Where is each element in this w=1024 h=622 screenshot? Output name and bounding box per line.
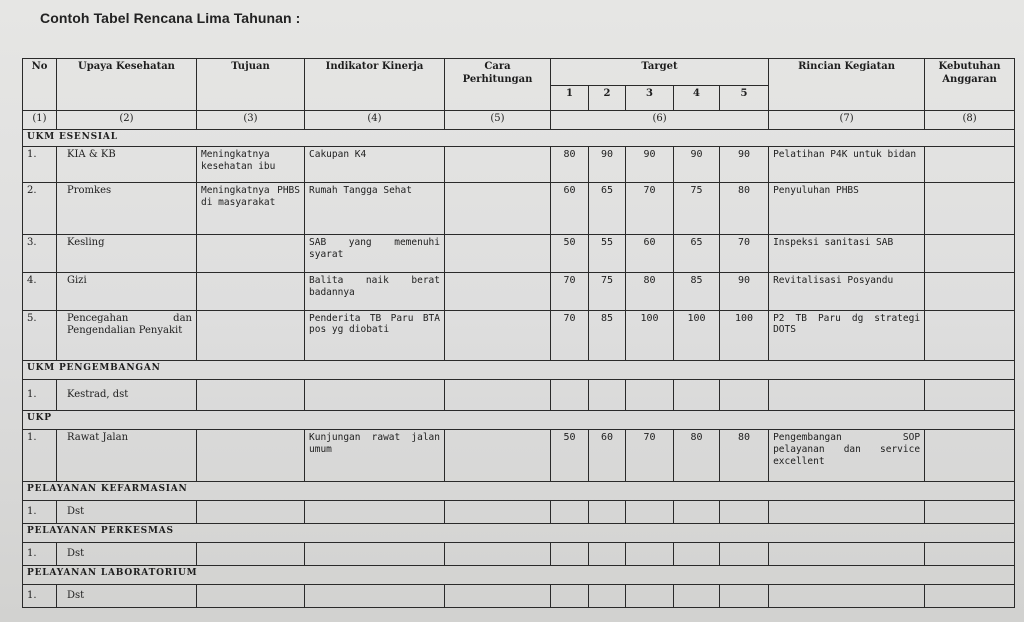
cara-cell xyxy=(445,147,551,183)
table-row xyxy=(23,235,1015,273)
table-row xyxy=(23,379,1015,410)
upaya-cell: Pencegahan dan Pengendalian Penyakit xyxy=(57,310,197,360)
cara-cell xyxy=(445,379,551,410)
header-year-5: 5 xyxy=(720,86,769,111)
indikator-cell: Balita naik berat badannya xyxy=(305,272,445,310)
target-cell: 75 xyxy=(589,272,626,310)
target-cell xyxy=(674,501,720,524)
upaya-cell: Promkes xyxy=(57,182,197,234)
target-cell xyxy=(551,542,589,565)
target-cell: 90 xyxy=(720,272,769,310)
anggaran-cell xyxy=(925,429,1015,481)
cara-cell xyxy=(445,182,551,234)
table-row xyxy=(23,272,1015,310)
target-cell xyxy=(551,379,589,410)
rincian-cell xyxy=(769,542,925,565)
target-cell: 55 xyxy=(589,235,626,273)
row-number: 5. xyxy=(23,310,57,360)
cara-cell xyxy=(445,501,551,524)
anggaran-cell xyxy=(925,584,1015,607)
target-cell xyxy=(589,501,626,524)
col-number-6: (6) xyxy=(551,111,769,130)
target-cell: 80 xyxy=(720,182,769,234)
target-cell: 80 xyxy=(551,147,589,183)
target-cell xyxy=(551,584,589,607)
cara-cell xyxy=(445,542,551,565)
target-cell: 90 xyxy=(674,147,720,183)
target-cell: 85 xyxy=(589,310,626,360)
header-kebutuhan-anggaran: Kebutuhan Anggaran xyxy=(925,59,1015,111)
target-cell xyxy=(589,584,626,607)
upaya-cell: Gizi xyxy=(57,272,197,310)
col-number-8: (8) xyxy=(925,111,1015,130)
row-number: 1. xyxy=(23,584,57,607)
row-number: 1. xyxy=(23,501,57,524)
document-title: Contoh Tabel Rencana Lima Tahunan : xyxy=(40,10,301,26)
indikator-cell xyxy=(305,542,445,565)
target-cell xyxy=(626,379,674,410)
target-cell: 50 xyxy=(551,429,589,481)
anggaran-cell xyxy=(925,501,1015,524)
header-year-4: 4 xyxy=(674,86,720,111)
target-cell: 60 xyxy=(551,182,589,234)
section-pelayanan-laboratorium: PELAYANAN LABORATORIUM xyxy=(23,566,1015,585)
header-tujuan: Tujuan xyxy=(197,59,305,111)
header-indikator-kinerja: Indikator Kinerja xyxy=(305,59,445,111)
tujuan-cell xyxy=(197,272,305,310)
anggaran-cell xyxy=(925,379,1015,410)
section-ukp: UKP xyxy=(23,411,1015,430)
rincian-cell: Pengembangan SOP pelayanan dan service excellent xyxy=(769,429,925,481)
indikator-cell: Cakupan K4 xyxy=(305,147,445,183)
target-cell: 90 xyxy=(720,147,769,183)
target-cell xyxy=(626,542,674,565)
row-number: 1. xyxy=(23,379,57,410)
target-cell: 70 xyxy=(626,182,674,234)
indikator-cell: SAB yang memenuhi syarat xyxy=(305,235,445,273)
table-row xyxy=(23,584,1015,607)
tujuan-cell xyxy=(197,429,305,481)
table-row xyxy=(23,310,1015,360)
target-cell xyxy=(626,501,674,524)
target-cell xyxy=(720,501,769,524)
tujuan-cell xyxy=(197,379,305,410)
upaya-cell: KIA & KB xyxy=(57,147,197,183)
tujuan-cell xyxy=(197,310,305,360)
section-pelayanan-perkesmas: PELAYANAN PERKESMAS xyxy=(23,524,1015,543)
cara-cell xyxy=(445,272,551,310)
anggaran-cell xyxy=(925,235,1015,273)
header-target: Target xyxy=(551,59,769,86)
col-number-4: (4) xyxy=(305,111,445,130)
cara-cell xyxy=(445,429,551,481)
tujuan-cell xyxy=(197,235,305,273)
upaya-cell: Kesling xyxy=(57,235,197,273)
five-year-plan-table xyxy=(22,58,1015,608)
target-cell: 60 xyxy=(626,235,674,273)
target-cell: 90 xyxy=(626,147,674,183)
header-upaya-kesehatan: Upaya Kesehatan xyxy=(57,59,197,111)
section-ukm-pengembangan: UKM PENGEMBANGAN xyxy=(23,360,1015,379)
row-number: 3. xyxy=(23,235,57,273)
upaya-cell: Dst xyxy=(57,584,197,607)
upaya-cell: Kestrad, dst xyxy=(57,379,197,410)
target-cell: 100 xyxy=(674,310,720,360)
rincian-cell xyxy=(769,584,925,607)
row-number: 4. xyxy=(23,272,57,310)
target-cell: 70 xyxy=(551,310,589,360)
target-cell xyxy=(720,584,769,607)
table-row xyxy=(23,182,1015,234)
anggaran-cell xyxy=(925,542,1015,565)
anggaran-cell xyxy=(925,147,1015,183)
target-cell: 70 xyxy=(626,429,674,481)
section-pelayanan-kefarmasian: PELAYANAN KEFARMASIAN xyxy=(23,482,1015,501)
rincian-cell: Pelatihan P4K untuk bidan xyxy=(769,147,925,183)
target-cell: 90 xyxy=(589,147,626,183)
target-cell: 80 xyxy=(674,429,720,481)
table-row xyxy=(23,501,1015,524)
col-number-1: (1) xyxy=(23,111,57,130)
tujuan-cell: Meningkatnya PHBS di masyarakat xyxy=(197,182,305,234)
indikator-cell xyxy=(305,501,445,524)
indikator-cell: Rumah Tangga Sehat xyxy=(305,182,445,234)
upaya-cell: Dst xyxy=(57,542,197,565)
row-number: 1. xyxy=(23,429,57,481)
tujuan-cell xyxy=(197,584,305,607)
target-cell: 60 xyxy=(589,429,626,481)
target-cell: 65 xyxy=(589,182,626,234)
col-number-7: (7) xyxy=(769,111,925,130)
tujuan-cell xyxy=(197,501,305,524)
target-cell xyxy=(674,379,720,410)
anggaran-cell xyxy=(925,182,1015,234)
target-cell: 50 xyxy=(551,235,589,273)
rincian-cell xyxy=(769,379,925,410)
indikator-cell xyxy=(305,379,445,410)
target-cell: 65 xyxy=(674,235,720,273)
rincian-cell: Inspeksi sanitasi SAB xyxy=(769,235,925,273)
cara-cell xyxy=(445,584,551,607)
target-cell xyxy=(720,379,769,410)
target-cell xyxy=(551,501,589,524)
rincian-cell: Penyuluhan PHBS xyxy=(769,182,925,234)
target-cell: 80 xyxy=(720,429,769,481)
header-year-1: 1 xyxy=(551,86,589,111)
target-cell xyxy=(674,584,720,607)
target-cell xyxy=(589,542,626,565)
rincian-cell xyxy=(769,501,925,524)
target-cell: 80 xyxy=(626,272,674,310)
header-year-2: 2 xyxy=(589,86,626,111)
target-cell: 100 xyxy=(626,310,674,360)
tujuan-cell xyxy=(197,542,305,565)
anggaran-cell xyxy=(925,272,1015,310)
col-number-2: (2) xyxy=(57,111,197,130)
header-rincian-kegiatan: Rincian Kegiatan xyxy=(769,59,925,111)
tujuan-cell: Meningkatnya kesehatan ibu xyxy=(197,147,305,183)
row-number: 1. xyxy=(23,542,57,565)
table-row xyxy=(23,542,1015,565)
anggaran-cell xyxy=(925,310,1015,360)
target-cell: 75 xyxy=(674,182,720,234)
target-cell: 70 xyxy=(551,272,589,310)
header-year-3: 3 xyxy=(626,86,674,111)
cara-cell xyxy=(445,235,551,273)
cara-cell xyxy=(445,310,551,360)
header-no: No xyxy=(23,59,57,111)
col-number-5: (5) xyxy=(445,111,551,130)
section-ukm-esensial: UKM ESENSIAL xyxy=(23,130,1015,147)
row-number: 2. xyxy=(23,182,57,234)
rincian-cell: P2 TB Paru dg strategi DOTS xyxy=(769,310,925,360)
indikator-cell: Penderita TB Paru BTA pos yg diobati xyxy=(305,310,445,360)
target-cell xyxy=(626,584,674,607)
target-cell xyxy=(674,542,720,565)
upaya-cell: Rawat Jalan xyxy=(57,429,197,481)
table-row xyxy=(23,429,1015,481)
target-cell xyxy=(720,542,769,565)
row-number: 1. xyxy=(23,147,57,183)
table-row xyxy=(23,147,1015,183)
indikator-cell xyxy=(305,584,445,607)
target-cell: 85 xyxy=(674,272,720,310)
col-number-3: (3) xyxy=(197,111,305,130)
target-cell xyxy=(589,379,626,410)
target-cell: 100 xyxy=(720,310,769,360)
rincian-cell: Revitalisasi Posyandu xyxy=(769,272,925,310)
header-cara-perhitungan: Cara Perhitungan xyxy=(445,59,551,111)
upaya-cell: Dst xyxy=(57,501,197,524)
indikator-cell: Kunjungan rawat jalan umum xyxy=(305,429,445,481)
target-cell: 70 xyxy=(720,235,769,273)
